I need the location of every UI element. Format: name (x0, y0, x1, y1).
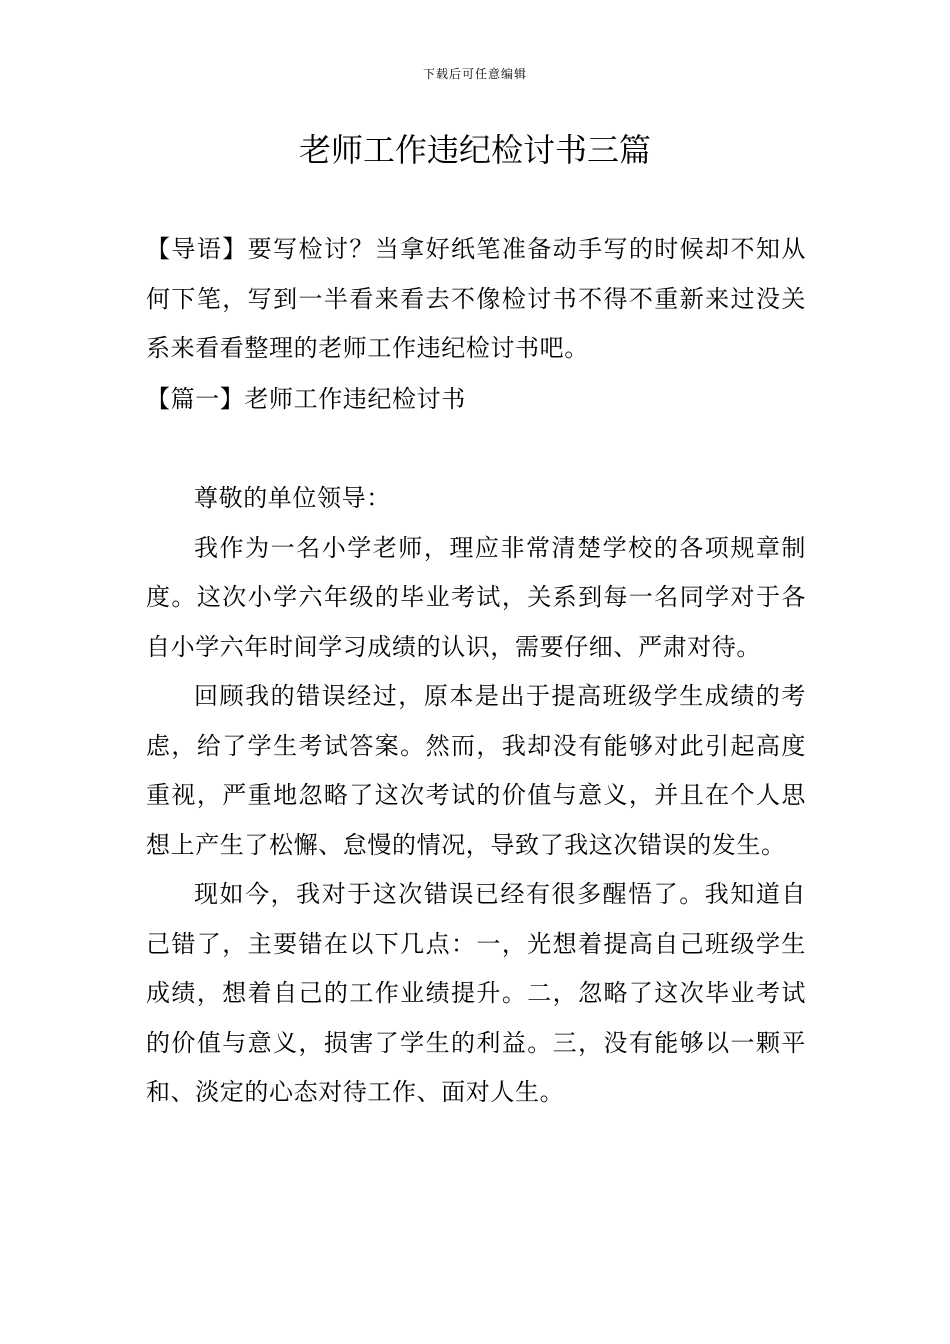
intro-block (146, 225, 806, 374)
body-paragraph-2: 回顾我的错误经过，原本是出于提高班级学生成绩的考虑，给了学生考试答案。然而，我却没有能够对此引起高度重视，严重地忽略了这次考试的价值与意义，并且在个人思想上产生了松懈、怠慢的情况，导致了我这次错误的发生。 (146, 682, 806, 859)
header-note: 下载后可任意编辑 (422, 67, 527, 81)
intro-paragraph: 【导语】要写检讨？当拿好纸笔准备动手写的时候却不知从何下笔，写到一半看来看去不像检讨书不得不重新来过没关系来看看整理的老师工作违纪检讨书吧。 (146, 235, 806, 362)
section-heading-block (146, 375, 806, 425)
letter-body (146, 474, 806, 1118)
salutation: 尊敬的单位领导： (194, 484, 391, 512)
body-paragraph-1: 我作为一名小学老师，理应非常清楚学校的各项规章制度。这次小学六年级的毕业考试，关系到每一名同学对于各自小学六年时间学习成绩的认识，需要仔细、严肃对待。 (146, 533, 806, 661)
section-heading: 【篇一】老师工作违纪检讨书 (146, 385, 466, 413)
document-title: 老师工作违纪检讨书三篇 (298, 131, 651, 169)
body-paragraph-3: 现如今，我对于这次错误已经有很多醒悟了。我知道自己错了，主要错在以下几点：一，光想着提高自己班级学生成绩，想着自己的工作业绩提升。二，忽略了这次毕业考试的价值与意义，损害了学生的利益。三，没有能够以一颗平和、淡定的心态对待工作、面对人生。 (146, 880, 806, 1106)
